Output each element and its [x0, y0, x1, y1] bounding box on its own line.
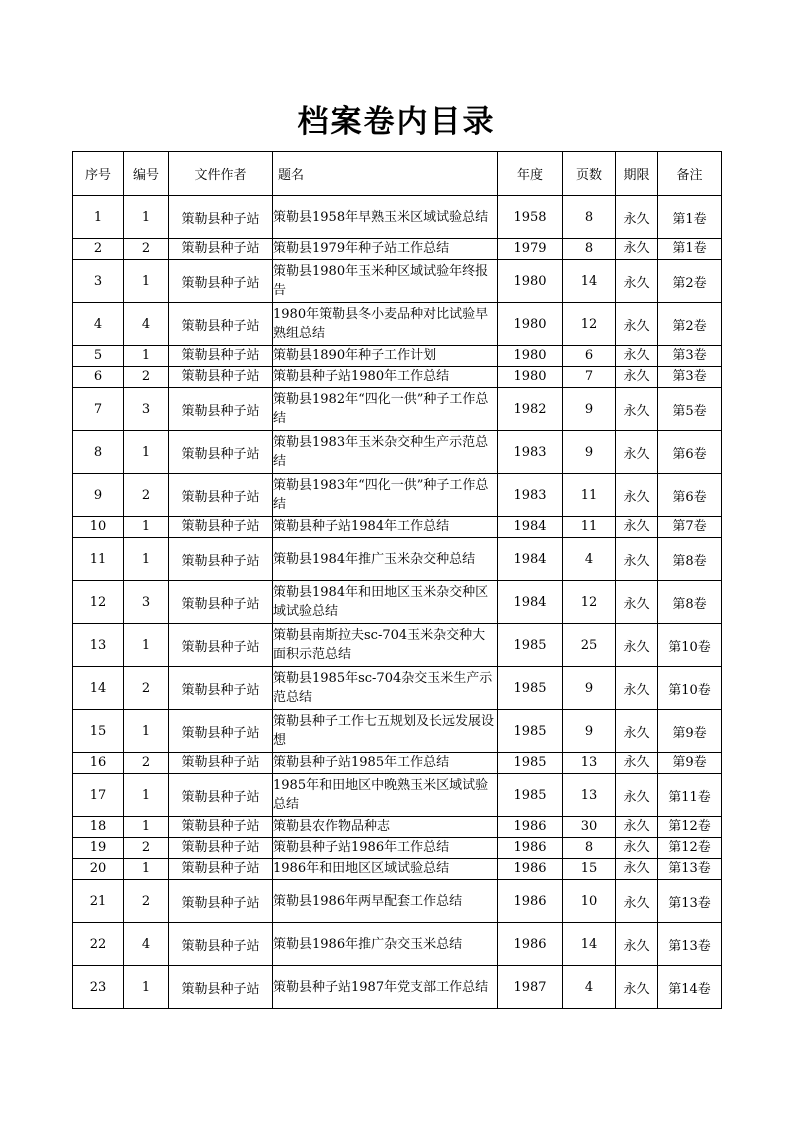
cell-seq: 2	[73, 239, 124, 260]
cell-term: 永久	[616, 474, 658, 517]
cell-term: 永久	[616, 388, 658, 431]
cell-author: 策勒县种子站	[169, 538, 273, 581]
catalog-table	[72, 151, 722, 1009]
cell-author: 策勒县种子站	[169, 624, 273, 667]
cell-title: 策勒县种子站1986年工作总结	[273, 838, 498, 859]
cell-author: 策勒县种子站	[169, 196, 273, 239]
cell-note: 第3卷	[658, 346, 722, 367]
cell-author: 策勒县种子站	[169, 710, 273, 753]
header-pages: 页数	[563, 152, 616, 196]
cell-year: 1984	[498, 517, 563, 538]
cell-seq: 5	[73, 346, 124, 367]
cell-pages: 6	[563, 346, 616, 367]
cell-note: 第12卷	[658, 817, 722, 838]
cell-pages: 7	[563, 367, 616, 388]
cell-pages: 8	[563, 239, 616, 260]
cell-seq: 3	[73, 260, 124, 303]
cell-title: 策勒县1979年种子站工作总结	[273, 239, 498, 260]
cell-note: 第10卷	[658, 624, 722, 667]
cell-pages: 4	[563, 966, 616, 1009]
cell-no: 1	[124, 260, 169, 303]
cell-author: 策勒县种子站	[169, 859, 273, 880]
cell-author: 策勒县种子站	[169, 239, 273, 260]
cell-pages: 25	[563, 624, 616, 667]
cell-term: 永久	[616, 817, 658, 838]
cell-note: 第8卷	[658, 581, 722, 624]
cell-pages: 4	[563, 538, 616, 581]
cell-seq: 8	[73, 431, 124, 474]
table-row	[73, 581, 722, 624]
table-row	[73, 859, 722, 880]
cell-term: 永久	[616, 710, 658, 753]
cell-title: 策勒县种子工作七五规划及长远发展设想	[273, 710, 498, 753]
cell-term: 永久	[616, 667, 658, 710]
cell-seq: 18	[73, 817, 124, 838]
cell-title: 策勒县种子站1987年党支部工作总结	[273, 966, 498, 1009]
header-no: 编号	[124, 152, 169, 196]
cell-seq: 20	[73, 859, 124, 880]
cell-title: 策勒县1980年玉米种区域试验年终报告	[273, 260, 498, 303]
cell-note: 第11卷	[658, 774, 722, 817]
table-row	[73, 624, 722, 667]
table-row	[73, 431, 722, 474]
table-row	[73, 367, 722, 388]
cell-pages: 8	[563, 196, 616, 239]
cell-note: 第7卷	[658, 517, 722, 538]
cell-seq: 12	[73, 581, 124, 624]
cell-pages: 30	[563, 817, 616, 838]
cell-author: 策勒县种子站	[169, 817, 273, 838]
cell-term: 永久	[616, 260, 658, 303]
cell-no: 3	[124, 388, 169, 431]
cell-note: 第6卷	[658, 474, 722, 517]
cell-note: 第5卷	[658, 388, 722, 431]
cell-pages: 13	[563, 753, 616, 774]
cell-no: 1	[124, 196, 169, 239]
cell-title: 策勒县1982年“四化一供”种子工作总结	[273, 388, 498, 431]
cell-year: 1985	[498, 710, 563, 753]
cell-term: 永久	[616, 966, 658, 1009]
cell-no: 1	[124, 817, 169, 838]
cell-note: 第13卷	[658, 880, 722, 923]
header-year: 年度	[498, 152, 563, 196]
cell-author: 策勒县种子站	[169, 753, 273, 774]
cell-note: 第3卷	[658, 367, 722, 388]
cell-term: 永久	[616, 774, 658, 817]
cell-pages: 14	[563, 923, 616, 966]
cell-seq: 16	[73, 753, 124, 774]
cell-pages: 9	[563, 431, 616, 474]
cell-author: 策勒县种子站	[169, 260, 273, 303]
cell-year: 1985	[498, 624, 563, 667]
cell-year: 1984	[498, 538, 563, 581]
cell-year: 1983	[498, 474, 563, 517]
cell-no: 1	[124, 538, 169, 581]
cell-term: 永久	[616, 880, 658, 923]
cell-term: 永久	[616, 538, 658, 581]
table-row	[73, 667, 722, 710]
table-row	[73, 880, 722, 923]
cell-no: 2	[124, 838, 169, 859]
cell-pages: 9	[563, 388, 616, 431]
table-body	[73, 196, 722, 1009]
cell-no: 1	[124, 517, 169, 538]
table-row	[73, 774, 722, 817]
cell-no: 3	[124, 581, 169, 624]
cell-no: 1	[124, 966, 169, 1009]
cell-year: 1980	[498, 346, 563, 367]
cell-pages: 15	[563, 859, 616, 880]
cell-author: 策勒县种子站	[169, 923, 273, 966]
cell-note: 第9卷	[658, 710, 722, 753]
header-author: 文件作者	[169, 152, 273, 196]
cell-year: 1985	[498, 774, 563, 817]
cell-author: 策勒县种子站	[169, 880, 273, 923]
cell-author: 策勒县种子站	[169, 581, 273, 624]
cell-year: 1980	[498, 303, 563, 346]
cell-author: 策勒县种子站	[169, 431, 273, 474]
cell-seq: 22	[73, 923, 124, 966]
table-row	[73, 388, 722, 431]
page-title: 档案卷内目录	[297, 104, 496, 140]
cell-pages: 8	[563, 838, 616, 859]
table-row	[73, 239, 722, 260]
cell-author: 策勒县种子站	[169, 838, 273, 859]
cell-seq: 10	[73, 517, 124, 538]
cell-no: 1	[124, 431, 169, 474]
cell-note: 第13卷	[658, 923, 722, 966]
cell-year: 1980	[498, 367, 563, 388]
cell-title: 策勒县1984年和田地区玉米杂交种区域试验总结	[273, 581, 498, 624]
cell-year: 1958	[498, 196, 563, 239]
table-row	[73, 710, 722, 753]
table-row	[73, 474, 722, 517]
cell-term: 永久	[616, 753, 658, 774]
cell-title: 策勒县种子站1984年工作总结	[273, 517, 498, 538]
table-row	[73, 923, 722, 966]
table-row	[73, 346, 722, 367]
cell-no: 2	[124, 239, 169, 260]
cell-year: 1986	[498, 859, 563, 880]
cell-term: 永久	[616, 239, 658, 260]
cell-term: 永久	[616, 367, 658, 388]
cell-year: 1986	[498, 923, 563, 966]
cell-no: 1	[124, 346, 169, 367]
cell-pages: 12	[563, 303, 616, 346]
cell-title: 1985年和田地区中晚熟玉米区域试验总结	[273, 774, 498, 817]
cell-year: 1987	[498, 966, 563, 1009]
cell-seq: 13	[73, 624, 124, 667]
cell-no: 2	[124, 753, 169, 774]
cell-author: 策勒县种子站	[169, 388, 273, 431]
header-term: 期限	[616, 152, 658, 196]
cell-year: 1986	[498, 838, 563, 859]
cell-term: 永久	[616, 859, 658, 880]
cell-title: 策勒县种子站1985年工作总结	[273, 753, 498, 774]
cell-term: 永久	[616, 581, 658, 624]
cell-title: 1986年和田地区区域试验总结	[273, 859, 498, 880]
cell-note: 第14卷	[658, 966, 722, 1009]
cell-note: 第1卷	[658, 196, 722, 239]
cell-author: 策勒县种子站	[169, 474, 273, 517]
table-row	[73, 260, 722, 303]
cell-note: 第8卷	[658, 538, 722, 581]
cell-note: 第9卷	[658, 753, 722, 774]
cell-author: 策勒县种子站	[169, 667, 273, 710]
cell-pages: 12	[563, 581, 616, 624]
cell-note: 第13卷	[658, 859, 722, 880]
header-title: 题名	[273, 152, 498, 196]
cell-term: 永久	[616, 624, 658, 667]
cell-title: 1980年策勒县冬小麦品种对比试验早熟组总结	[273, 303, 498, 346]
cell-title: 策勒县1986年两早配套工作总结	[273, 880, 498, 923]
cell-term: 永久	[616, 838, 658, 859]
cell-term: 永久	[616, 196, 658, 239]
cell-seq: 1	[73, 196, 124, 239]
cell-author: 策勒县种子站	[169, 966, 273, 1009]
cell-year: 1979	[498, 239, 563, 260]
cell-seq: 11	[73, 538, 124, 581]
cell-author: 策勒县种子站	[169, 346, 273, 367]
cell-seq: 9	[73, 474, 124, 517]
cell-note: 第1卷	[658, 239, 722, 260]
cell-seq: 19	[73, 838, 124, 859]
cell-title: 策勒县1984年推广玉米杂交种总结	[273, 538, 498, 581]
cell-year: 1984	[498, 581, 563, 624]
cell-year: 1985	[498, 753, 563, 774]
cell-author: 策勒县种子站	[169, 303, 273, 346]
cell-term: 永久	[616, 517, 658, 538]
cell-title: 策勒县农作物品种志	[273, 817, 498, 838]
cell-seq: 17	[73, 774, 124, 817]
cell-no: 1	[124, 859, 169, 880]
cell-note: 第12卷	[658, 838, 722, 859]
cell-author: 策勒县种子站	[169, 517, 273, 538]
cell-seq: 6	[73, 367, 124, 388]
header-seq: 序号	[73, 152, 124, 196]
cell-pages: 11	[563, 517, 616, 538]
table-row	[73, 517, 722, 538]
cell-title: 策勒县1958年早熟玉米区域试验总结	[273, 196, 498, 239]
cell-seq: 21	[73, 880, 124, 923]
cell-year: 1980	[498, 260, 563, 303]
cell-title: 策勒县1986年推广杂交玉米总结	[273, 923, 498, 966]
header-row	[73, 152, 722, 196]
table-row	[73, 753, 722, 774]
cell-no: 1	[124, 624, 169, 667]
cell-seq: 14	[73, 667, 124, 710]
cell-pages: 10	[563, 880, 616, 923]
cell-title: 策勒县1983年玉米杂交种生产示范总结	[273, 431, 498, 474]
cell-term: 永久	[616, 346, 658, 367]
cell-note: 第10卷	[658, 667, 722, 710]
cell-pages: 9	[563, 710, 616, 753]
table-row	[73, 838, 722, 859]
cell-no: 4	[124, 923, 169, 966]
table-row	[73, 966, 722, 1009]
cell-no: 4	[124, 303, 169, 346]
cell-author: 策勒县种子站	[169, 774, 273, 817]
cell-seq: 7	[73, 388, 124, 431]
cell-year: 1985	[498, 667, 563, 710]
cell-title: 策勒县1983年“四化一供”种子工作总结	[273, 474, 498, 517]
cell-seq: 15	[73, 710, 124, 753]
table-row	[73, 303, 722, 346]
cell-pages: 9	[563, 667, 616, 710]
cell-note: 第2卷	[658, 303, 722, 346]
cell-seq: 23	[73, 966, 124, 1009]
cell-year: 1986	[498, 817, 563, 838]
cell-year: 1983	[498, 431, 563, 474]
table-row	[73, 817, 722, 838]
cell-no: 2	[124, 880, 169, 923]
cell-pages: 14	[563, 260, 616, 303]
cell-note: 第6卷	[658, 431, 722, 474]
cell-term: 永久	[616, 431, 658, 474]
cell-no: 1	[124, 710, 169, 753]
cell-term: 永久	[616, 303, 658, 346]
cell-no: 2	[124, 667, 169, 710]
cell-pages: 13	[563, 774, 616, 817]
cell-pages: 11	[563, 474, 616, 517]
cell-title: 策勒县种子站1980年工作总结	[273, 367, 498, 388]
cell-no: 2	[124, 474, 169, 517]
cell-author: 策勒县种子站	[169, 367, 273, 388]
cell-title: 策勒县南斯拉夫sc-704玉米杂交种大面积示范总结	[273, 624, 498, 667]
cell-no: 1	[124, 774, 169, 817]
cell-no: 2	[124, 367, 169, 388]
cell-year: 1982	[498, 388, 563, 431]
table-row	[73, 538, 722, 581]
cell-note: 第2卷	[658, 260, 722, 303]
cell-year: 1986	[498, 880, 563, 923]
cell-term: 永久	[616, 923, 658, 966]
cell-title: 策勒县1890年种子工作计划	[273, 346, 498, 367]
cell-seq: 4	[73, 303, 124, 346]
header-note: 备注	[658, 152, 722, 196]
cell-title: 策勒县1985年sc-704杂交玉米生产示范总结	[273, 667, 498, 710]
table-row	[73, 196, 722, 239]
